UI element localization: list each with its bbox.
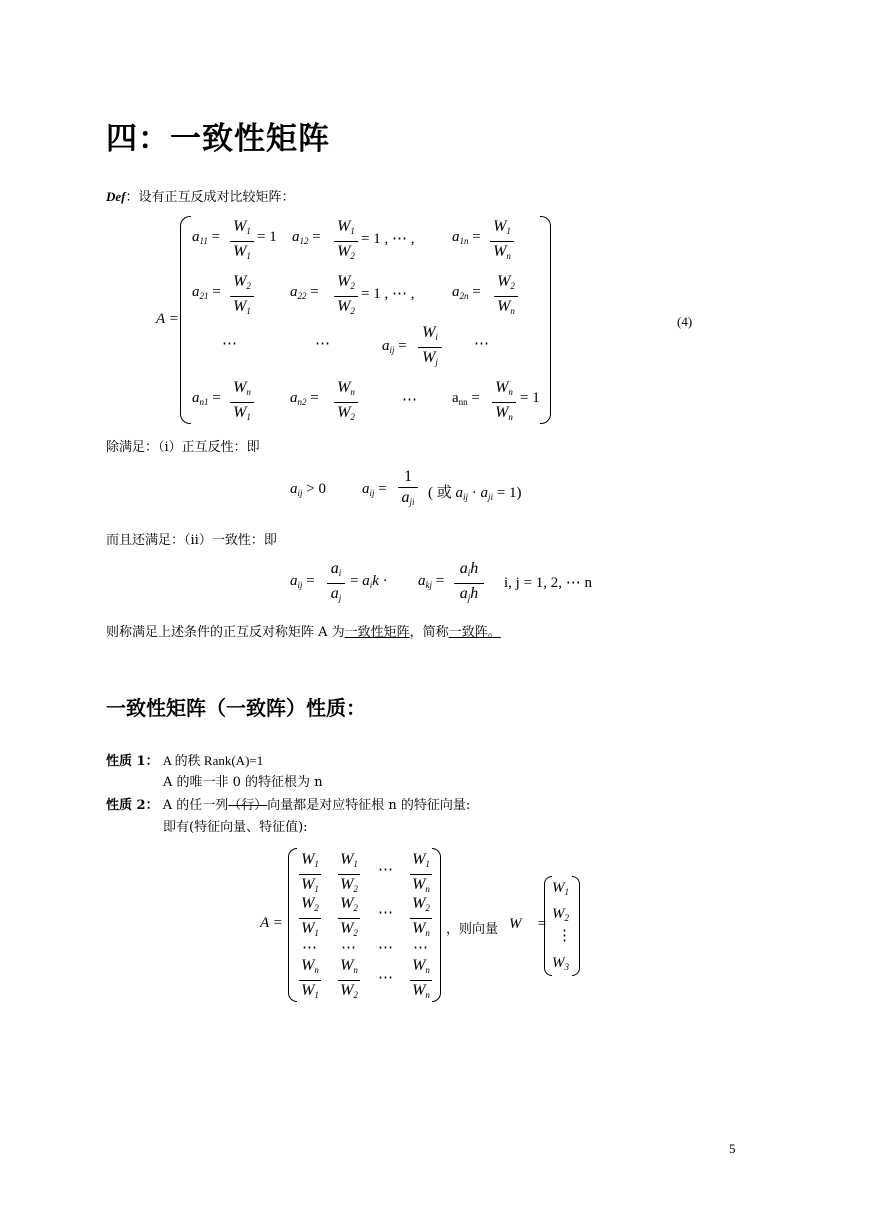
property-1-label: 性质 1 xyxy=(106,754,146,769)
def-label: Def xyxy=(106,189,126,204)
term-consistent-matrix: 一致性矩阵 xyxy=(344,625,410,640)
vector-text xyxy=(446,918,498,937)
property-2-text-b: 向量都是对应特征根 n 的特征向量: xyxy=(267,798,471,813)
property-1: 性质 1： A 的秩 Rank(A)=1 xyxy=(106,753,264,769)
conclusion-line xyxy=(106,621,501,640)
property-2-label: 性质 2 xyxy=(106,798,146,813)
condition-2-text: 而且还满足：（ii）一致性：即 xyxy=(106,533,277,548)
def-text: ：设有正互反成对比较矩阵： xyxy=(125,190,295,205)
conclusion-mid: ，简称 xyxy=(409,625,449,640)
vector-text-label: ，则向量 xyxy=(446,922,499,937)
property-2: 性质 2： A 的任一列（行）向量都是对应特征根 n 的特征向量: xyxy=(106,798,471,813)
property-2-line2: 即有(特征向量、特征值): xyxy=(163,820,308,835)
properties-heading: 一致性矩阵（一致阵）性质： xyxy=(106,696,366,720)
vector-w-symbol: W⃗ = xyxy=(509,916,548,932)
term-consistent-short: 一致阵。 xyxy=(448,625,501,640)
section-heading: 四：一致性矩阵 xyxy=(106,121,330,157)
property-1-line2: A 的唯一非 0 的特征根为 n xyxy=(163,775,323,790)
left-paren xyxy=(180,216,191,424)
property-2-text-a: A 的任一列 xyxy=(162,798,229,813)
equation-number: (4) xyxy=(677,314,693,329)
property-2-strikeout: （行） xyxy=(228,798,268,813)
condition-1-text: 除满足：（i）正互反性：即 xyxy=(106,440,260,455)
definition-line xyxy=(106,186,295,205)
conclusion-prefix: 则称满足上述条件的正互反对称矩阵 A 为 xyxy=(106,625,345,640)
matrix-a-label: A = xyxy=(156,311,179,327)
page-number: 5 xyxy=(729,1141,736,1156)
property-1-line1: A 的秩 Rank(A)=1 xyxy=(162,753,264,768)
right-paren xyxy=(540,216,551,424)
